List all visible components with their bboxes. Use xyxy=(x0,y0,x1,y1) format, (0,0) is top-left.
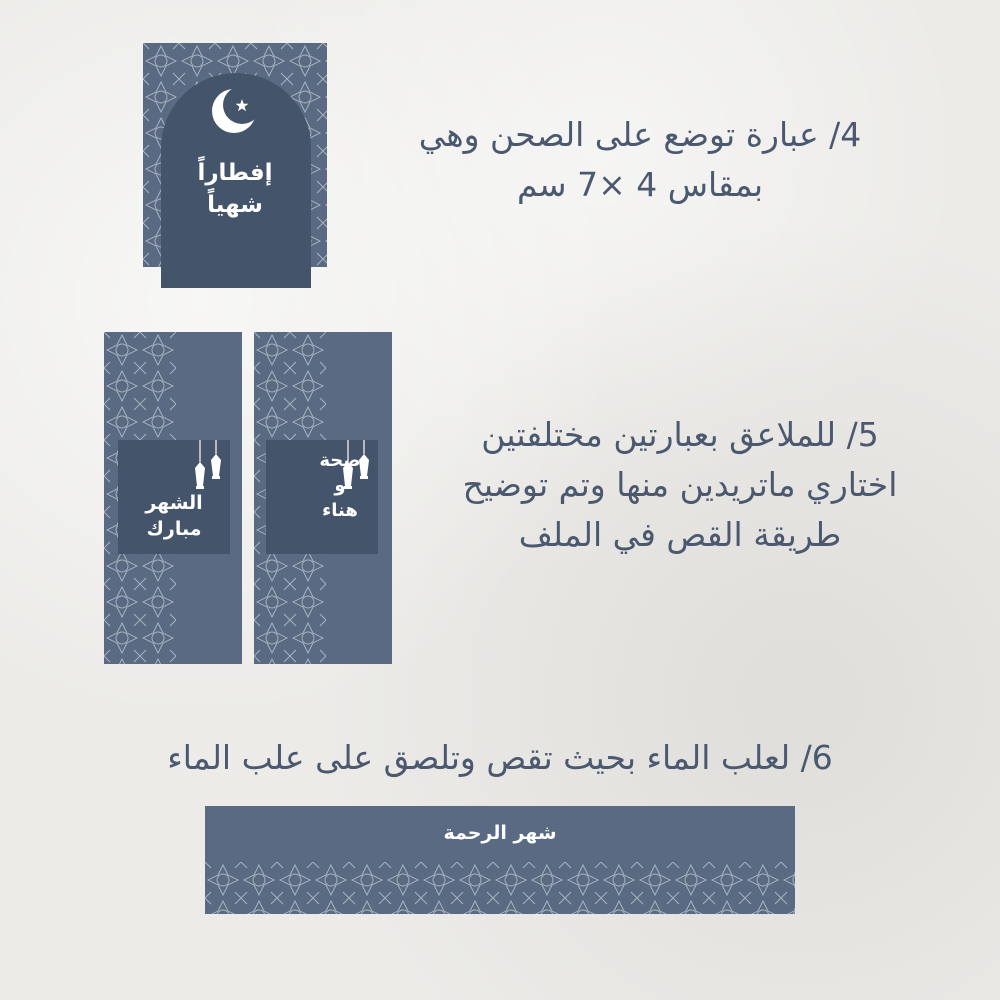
sticker-left-line2: مبارك xyxy=(146,518,202,540)
sticker-right-line2: و xyxy=(334,475,346,496)
sticker-left xyxy=(104,332,242,664)
sticker-right xyxy=(254,332,392,664)
caption-item5-line2: اختاري ماتريدين منها وتم توضيح xyxy=(462,465,898,504)
caption-item5-line1: 5/ للملاعق بعبارتين مختلفتين xyxy=(481,415,879,454)
sticker-left-panel xyxy=(118,440,230,554)
caption-item4-line1: 4/ عبارة توضع على الصحن وهي xyxy=(418,115,862,154)
crescent-star-icon xyxy=(208,83,264,139)
caption-item4-line2: بمقاس 4 ×7 سم xyxy=(516,165,764,204)
plate-card-line2: شهياً xyxy=(207,192,263,218)
water-bottle-label xyxy=(205,806,795,914)
sticker-right-panel xyxy=(266,440,378,554)
water-label-text: شهر الرحمة xyxy=(443,822,557,844)
caption-item6-line1: 6/ لعلب الماء بحيث تقص وتلصق على علب الماء xyxy=(167,738,833,777)
sticker-right-line3: هناء xyxy=(322,500,358,521)
caption-item5-line3: طريقة القص في الملف xyxy=(518,515,842,554)
plate-card xyxy=(143,43,327,267)
sticker-right-line1: صحة xyxy=(319,450,361,471)
water-label-pattern-band xyxy=(205,862,795,914)
sticker-left-line1: الشهر xyxy=(145,492,203,514)
lantern-icon xyxy=(190,440,226,496)
plate-card-line1: إفطاراً xyxy=(197,160,273,186)
